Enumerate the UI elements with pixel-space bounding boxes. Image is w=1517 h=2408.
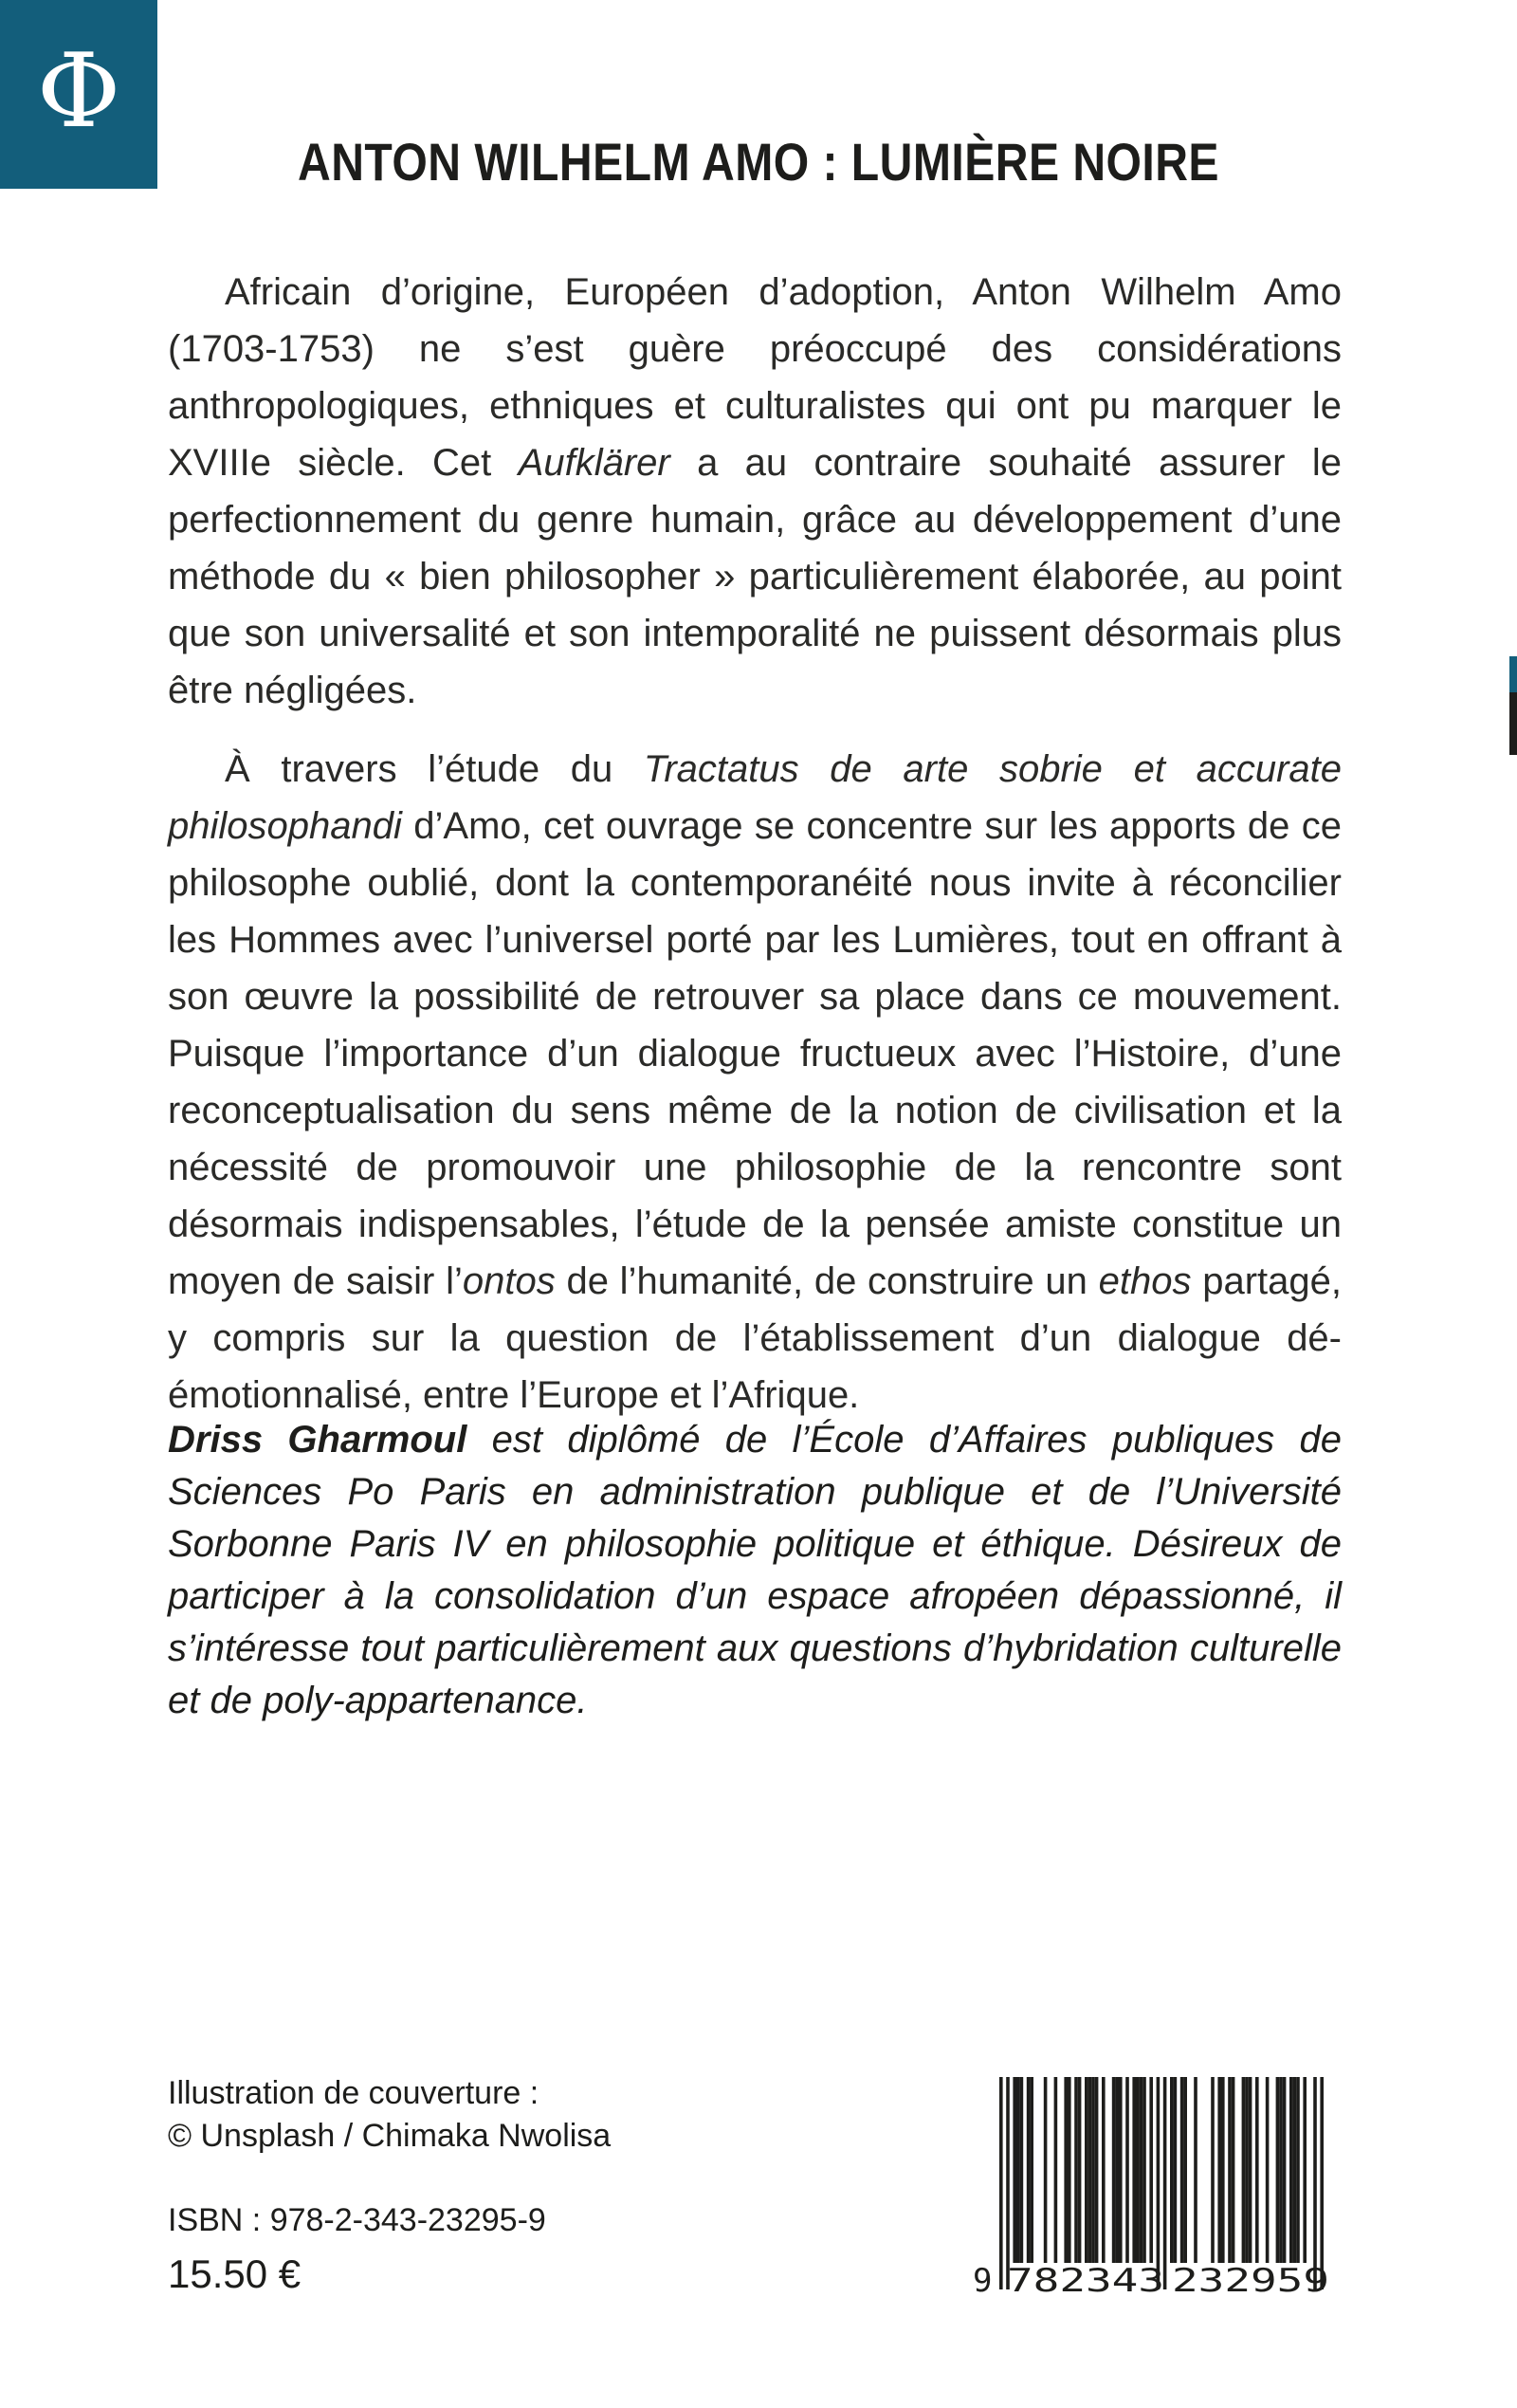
barcode-guard-bar	[999, 2077, 1003, 2289]
barcode-bar	[1266, 2077, 1270, 2263]
blurb-paragraph-1	[168, 264, 1342, 719]
barcode-bar	[1088, 2077, 1092, 2263]
barcode-bar	[1183, 2077, 1187, 2263]
barcode-bar	[1125, 2077, 1129, 2263]
barcode-guard-bar	[1163, 2077, 1167, 2289]
barcode-guard-bar	[1006, 2077, 1010, 2289]
barcode-bar	[1115, 2077, 1119, 2263]
barcode-guard-bar	[1157, 2077, 1161, 2289]
barcode-bar	[1091, 2077, 1095, 2263]
spine-edge-mark	[1509, 656, 1517, 755]
barcode-bar	[1068, 2077, 1071, 2263]
text-run: Africain d’origine, Européen d’adoption, Anton Wilhelm Amo (1703-1753) ne s’est guère préoccupé des considérations anthropologiques, ethniques et culturalistes qui ont pu marquer le XVIIIe siècle. Cet	[168, 271, 1342, 484]
barcode-bar	[1149, 2077, 1153, 2263]
barcode-guard-bar	[1320, 2077, 1324, 2289]
cover-credits	[168, 2072, 611, 2158]
barcode-bar	[1044, 2077, 1048, 2263]
barcode-bar	[1142, 2077, 1146, 2263]
barcode-bar	[1293, 2077, 1297, 2263]
phi-logo-glyph: Φ	[36, 31, 121, 151]
barcode-bar	[1136, 2077, 1140, 2263]
barcode-bar	[1013, 2077, 1016, 2263]
barcode-bar	[1232, 2077, 1235, 2263]
text-run: a au contraire souhaité assurer le perfectionnement du genre humain, grâce au développement d’une méthode du « bien philosopher » particulièrement élaborée, au point que son universalité et son intemporalité ne puissent désormais plus être négligées.	[168, 442, 1342, 711]
barcode-bar	[1170, 2077, 1174, 2263]
barcode-bar	[1102, 2077, 1106, 2263]
ean-barcode	[965, 2077, 1354, 2295]
italic-term: ethos	[1098, 1260, 1192, 1302]
barcode-bar	[1020, 2077, 1024, 2263]
barcode-bar	[1217, 2077, 1221, 2263]
text-run: de l’humanité, de construire un	[555, 1260, 1099, 1302]
barcode-lead-digit: 9	[973, 2262, 993, 2295]
author-bio	[168, 1414, 1342, 1727]
barcode-bar	[1245, 2077, 1249, 2263]
barcode-bar	[1078, 2077, 1082, 2263]
text-run: À travers l’étude du	[225, 748, 644, 790]
barcode-bar	[1283, 2077, 1287, 2263]
barcode-bar	[1211, 2077, 1215, 2263]
credits-value: © Unsplash / Chimaka Nwolisa	[168, 2118, 612, 2154]
author-bio-text: est diplômé de l’École d’Affaires publiques de Sciences Po Paris en administration publique et de l’Université Sorbonne Paris IV en philosophie politique et éthique. Désireux de participer à la consolidation d’un espace afropéen dépassionné, il s’intéresse tout particulièrement aux questions d’hybridation culturelle et de poly-appartenance.	[168, 1419, 1342, 1721]
italic-term: Aufklärer	[518, 442, 670, 484]
barcode-bar	[1027, 2077, 1031, 2263]
barcode-bar	[1095, 2077, 1099, 2263]
barcode-bar	[1255, 2077, 1259, 2263]
barcode-bar	[1221, 2077, 1225, 2263]
barcode-bar	[1242, 2077, 1246, 2263]
barcode-bar	[1030, 2077, 1033, 2263]
text-run: d’Amo, cet ouvrage se concentre sur les apports de ce philosophe oublié, dont la contemporanéité nous invite à réconcilier les Hommes avec l’universel porté par les Lumières, tout en offrant à son œuvre la possibilité de retrouver sa place dans ce mouvement. Puisque l’importance d’un dialogue fructueux avec l’Histoire, d’une reconceptualisation du sens même de la notion de civilisation et la nécessité de promouvoir une philosophie de la rencontre sont désormais indispensables, l’étude de la pensée amiste constitue un moyen de saisir l’	[168, 805, 1342, 1302]
barcode-right-digits: 232959	[1172, 2262, 1329, 2295]
barcode-bar	[1249, 2077, 1252, 2263]
barcode-bar	[1180, 2077, 1184, 2263]
barcode-bar	[1119, 2077, 1123, 2263]
barcode-bar	[1303, 2077, 1307, 2263]
barcode-bar	[1296, 2077, 1300, 2263]
blurb	[168, 264, 1342, 1445]
italic-term: ontos	[462, 1260, 556, 1302]
barcode-bar	[1194, 2077, 1197, 2263]
credits-label: Illustration de couverture :	[168, 2075, 539, 2111]
barcode-bar	[1276, 2077, 1280, 2263]
barcode-bar	[1064, 2077, 1068, 2263]
price: 15.50 €	[168, 2252, 302, 2296]
barcode-graphic	[965, 2077, 1354, 2295]
barcode-bar	[1016, 2077, 1020, 2263]
barcode-bar	[1228, 2077, 1232, 2263]
barcode-bar	[1279, 2077, 1283, 2263]
barcode-bar	[1132, 2077, 1136, 2263]
italic-term: Tractatus de arte sobrie et accurate philosophandi	[168, 748, 1342, 847]
barcode-bar	[1054, 2077, 1058, 2263]
author-name: Driss Gharmoul	[168, 1419, 467, 1461]
barcode-bar	[1140, 2077, 1143, 2263]
text-run: partagé, y compris sur la question de l’établissement d’un dialogue dé-émotionnalisé, entre l’Europe et l’Afrique.	[168, 1260, 1343, 1416]
barcode-guard-bar	[1313, 2077, 1317, 2289]
barcode-bar	[1074, 2077, 1078, 2263]
isbn: ISBN : 978-2-343-23295-9	[168, 2202, 546, 2238]
barcode-bar	[1174, 2077, 1178, 2263]
barcode-bar	[1112, 2077, 1116, 2263]
barcode-left-digits: 782343	[1007, 2262, 1164, 2295]
book-title: ANTON WILHELM AMO : LUMIÈRE NOIRE	[298, 132, 1219, 192]
barcode-bar	[1289, 2077, 1293, 2263]
barcode-bar	[1085, 2077, 1088, 2263]
blurb-paragraph-2	[168, 741, 1342, 1424]
